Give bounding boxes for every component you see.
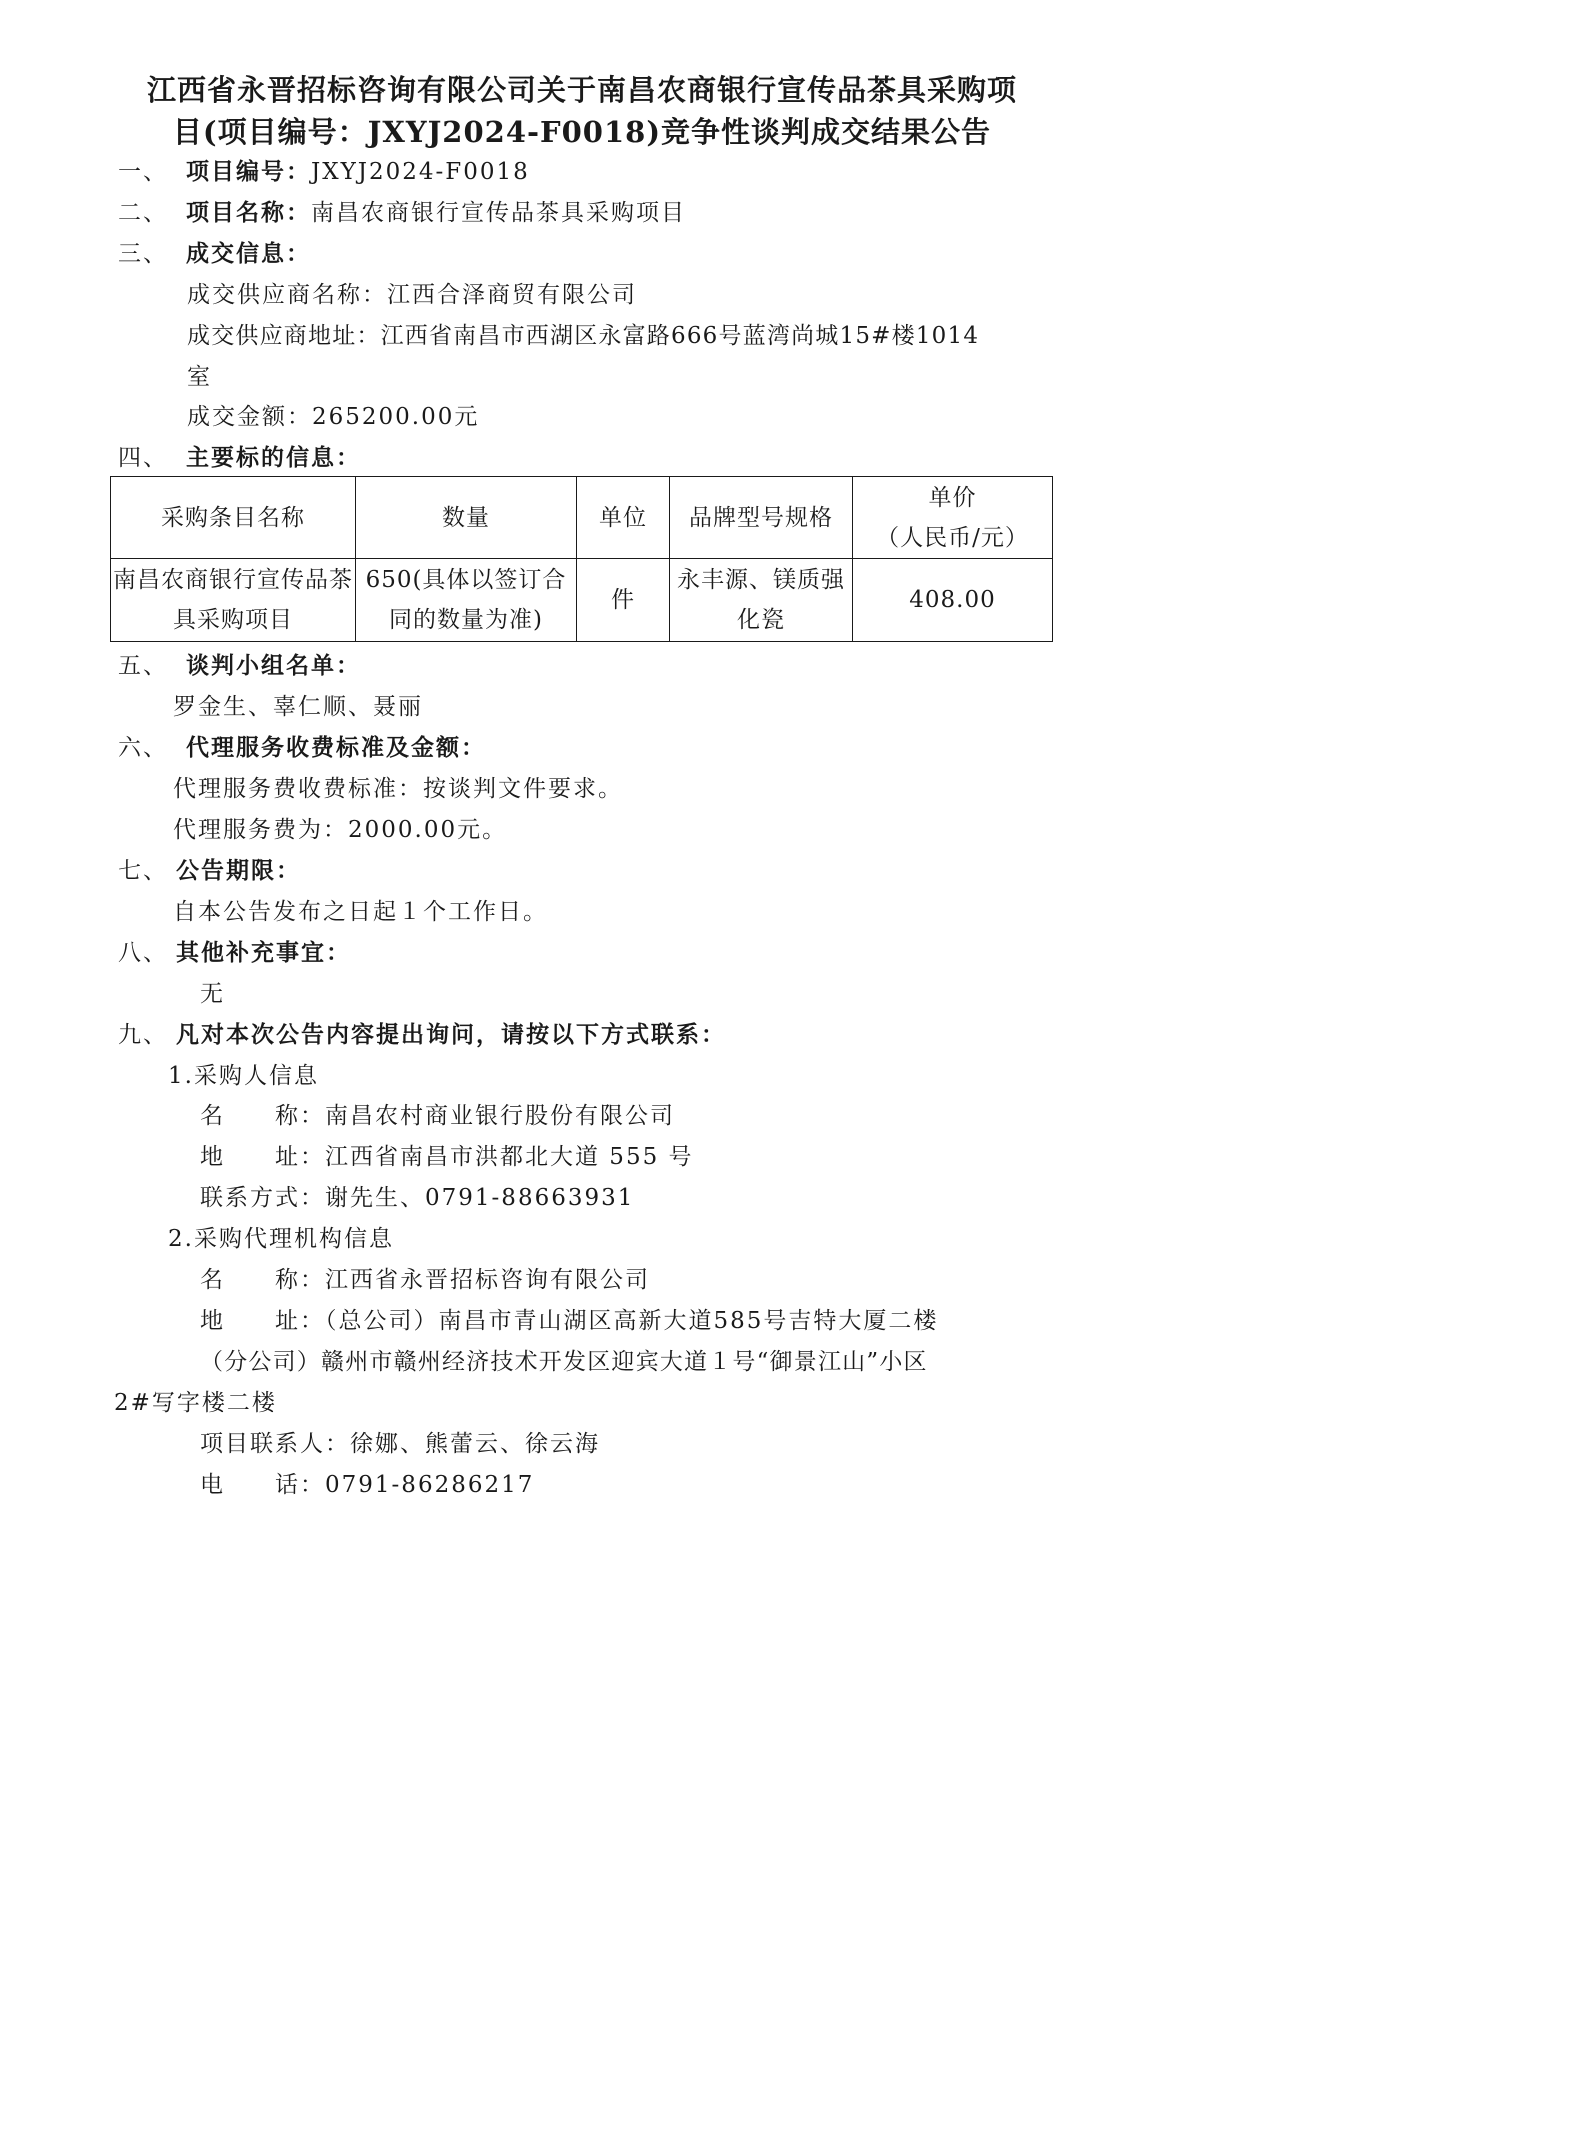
section-project-number — [118, 156, 530, 188]
fee-amount: 代理服务费为：2000.00元。 — [173, 817, 508, 843]
section-label: 凡对本次公告内容提出询问，请按以下方式联系： — [176, 1021, 726, 1048]
title-line-2: 目(项目编号：JXYJ2024-F0018)竞争性谈判成交结果公告 — [172, 115, 992, 149]
section-label: 其他补充事宜： — [176, 939, 351, 966]
buyer-contact: 联系方式：谢先生、0791-88663931 — [200, 1185, 635, 1211]
section-number: 五、 — [118, 653, 168, 679]
agency-address: 地 址：（总公司）南昌市青山湖区高新大道585号吉特大厦二楼 — [200, 1308, 939, 1334]
section-project-name — [118, 197, 686, 229]
header-quantity: 数量 — [356, 477, 577, 559]
buyer-info-title: 1.采购人信息 — [168, 1063, 319, 1089]
section-number: 九、 — [118, 1022, 168, 1048]
section-label: 项目编号： — [186, 158, 311, 185]
notice-period-text: 自本公告发布之日起１个工作日。 — [173, 899, 548, 925]
project-name-value: 南昌农商银行宣传品茶具采购项目 — [311, 200, 686, 226]
table-row — [111, 559, 1053, 642]
agency-info-title: 2.采购代理机构信息 — [168, 1226, 394, 1252]
other-matters-text: 无 — [200, 981, 225, 1007]
section-label: 公告期限： — [176, 857, 301, 884]
section-deal-info — [118, 238, 311, 270]
header-item-name: 采购条目名称 — [111, 477, 356, 559]
supplier-name: 成交供应商名称：江西合泽商贸有限公司 — [187, 282, 637, 308]
buyer-name: 名 称：南昌农村商业银行股份有限公司 — [200, 1103, 675, 1129]
section-number: 八、 — [118, 940, 168, 966]
section-negotiation-panel — [118, 650, 361, 682]
section-label: 成交信息： — [186, 240, 311, 267]
section-label: 项目名称： — [186, 199, 311, 226]
panel-members: 罗金生、辜仁顺、聂丽 — [173, 694, 423, 720]
section-notice-period — [118, 855, 301, 887]
cell-unit-price: 408.00 — [853, 559, 1053, 642]
section-number: 七、 — [118, 858, 168, 884]
section-number: 四、 — [118, 445, 168, 471]
fee-standard: 代理服务费收费标准：按谈判文件要求。 — [173, 776, 623, 802]
cell-item-name: 南昌农商银行宣传品茶具采购项目 — [111, 559, 356, 642]
agency-name: 名 称：江西省永晋招标咨询有限公司 — [200, 1267, 650, 1293]
section-number: 三、 — [118, 241, 168, 267]
buyer-address: 地 址：江西省南昌市洪都北大道 555 号 — [200, 1144, 694, 1170]
header-unit-price-currency: （人民币/元） — [876, 524, 1029, 551]
agency-contacts: 项目联系人：徐娜、熊蕾云、徐云海 — [200, 1431, 600, 1457]
agency-branch-line-2: 2#写字楼二楼 — [114, 1390, 277, 1416]
header-unit-price-label: 单价 — [928, 484, 977, 511]
supplier-address-line-2: 室 — [187, 364, 212, 390]
section-label: 谈判小组名单： — [186, 652, 361, 679]
section-contact — [118, 1019, 726, 1051]
section-number: 一、 — [118, 159, 168, 185]
cell-unit: 件 — [577, 559, 670, 642]
project-number-value: JXYJ2024-F0018 — [311, 159, 530, 185]
agency-branch-line-1: （分公司）赣州市赣州经济技术开发区迎宾大道１号“御景江山”小区 — [200, 1349, 928, 1375]
cell-brand-spec: 永丰源、镁质强化瓷 — [670, 559, 853, 642]
table-header-row — [111, 477, 1053, 559]
section-label: 代理服务收费标准及金额： — [186, 734, 486, 761]
section-agency-fee — [118, 732, 486, 764]
header-unit-price — [853, 477, 1053, 559]
header-unit: 单位 — [577, 477, 670, 559]
items-table — [110, 476, 1053, 642]
supplier-address-line-1: 成交供应商地址：江西省南昌市西湖区永富路666号蓝湾尚城15#楼1014 — [187, 323, 980, 349]
agency-phone: 电 话：0791-86286217 — [200, 1472, 535, 1498]
section-other-matters — [118, 937, 351, 969]
section-number: 二、 — [118, 200, 168, 226]
cell-quantity: 650(具体以签订合同的数量为准) — [356, 559, 577, 642]
header-brand-spec: 品牌型号规格 — [670, 477, 853, 559]
title-line-1: 江西省永晋招标咨询有限公司关于南昌农商银行宣传品茶具采购项 — [146, 73, 1017, 107]
section-label: 主要标的信息： — [186, 444, 361, 471]
section-main-items — [118, 442, 361, 474]
deal-amount: 成交金额：265200.00元 — [187, 404, 480, 430]
section-number: 六、 — [118, 735, 168, 761]
